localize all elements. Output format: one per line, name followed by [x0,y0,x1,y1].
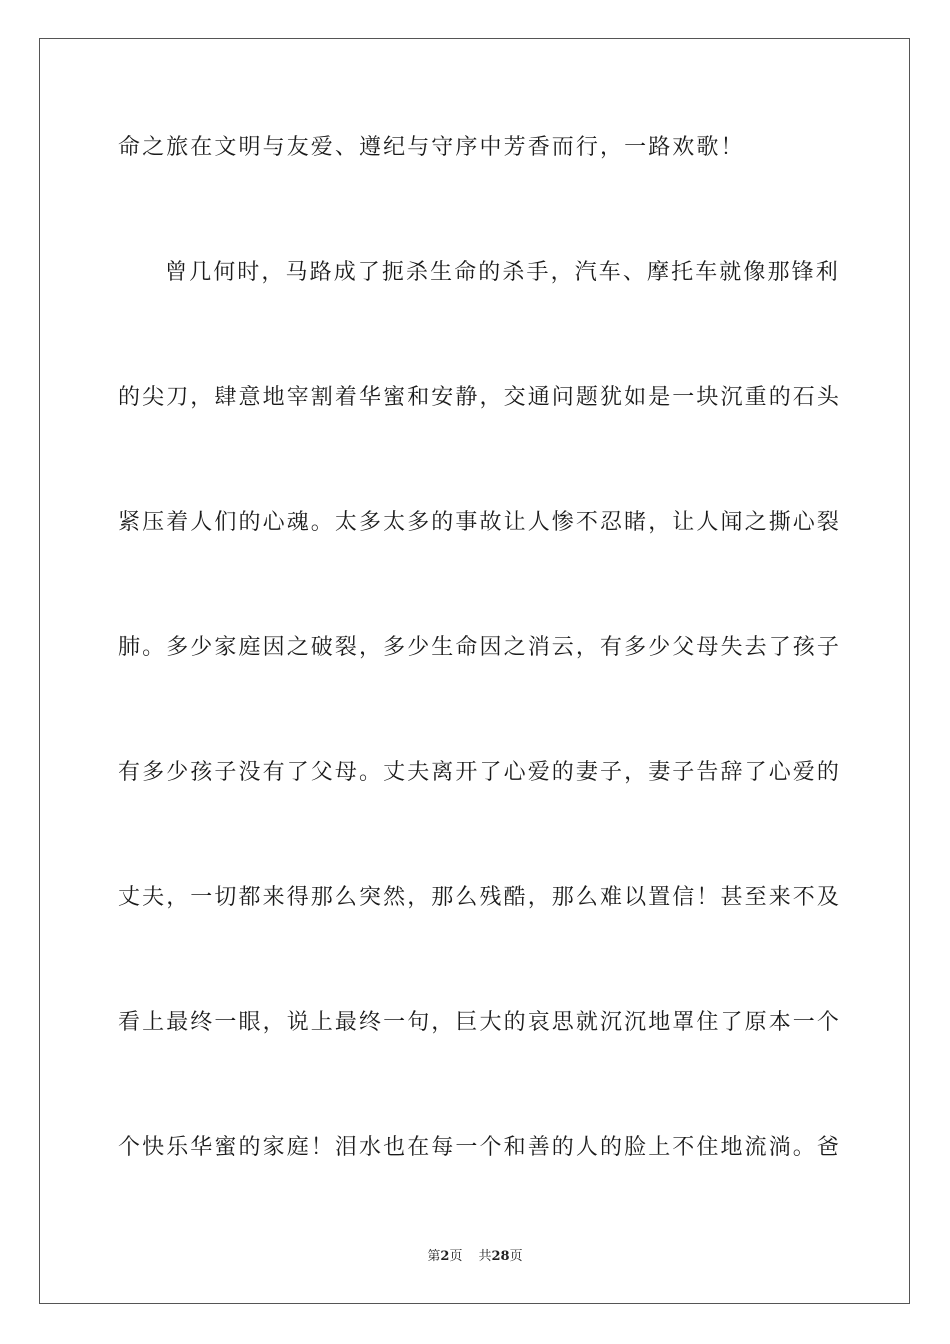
total-pages: 28 [491,1249,510,1264]
total-suffix: 页 [509,1249,523,1264]
page-border [39,38,910,1304]
page-suffix: 页 [449,1249,463,1264]
paragraph-start-line: 曾几何时，马路成了扼杀生命的杀手，汽车、摩托车就像那锋利 [165,260,840,285]
text-line: 紧压着人们的心魂。太多太多的事故让人惨不忍睹，让人闻之撕心裂 [118,510,842,535]
text-line: 的尖刀，肆意地宰割着华蜜和安静，交通问题犹如是一块沉重的石头 [118,385,842,410]
total-prefix: 共 [478,1249,492,1264]
text-line: 命之旅在文明与友爱、遵纪与守序中芳香而行，一路欢歌！ [118,135,745,160]
text-line: 看上最终一眼，说上最终一句，巨大的哀思就沉沉地罩住了原本一个 [118,1010,842,1035]
text-line: 个快乐华蜜的家庭！泪水也在每一个和善的人的脸上不住地流淌。爸 [118,1135,842,1160]
text-line: 肺。多少家庭因之破裂，多少生命因之消云，有多少父母失去了孩子 [118,635,842,660]
page-number: 2 [440,1249,450,1264]
page-prefix: 第 [427,1249,441,1264]
text-line: 有多少孩子没有了父母。丈夫离开了心爱的妻子，妻子告辞了心爱的 [118,760,842,785]
text-line: 丈夫，一切都来得那么突然，那么残酷，那么难以置信！甚至来不及 [118,885,842,910]
page-footer [0,1245,950,1264]
